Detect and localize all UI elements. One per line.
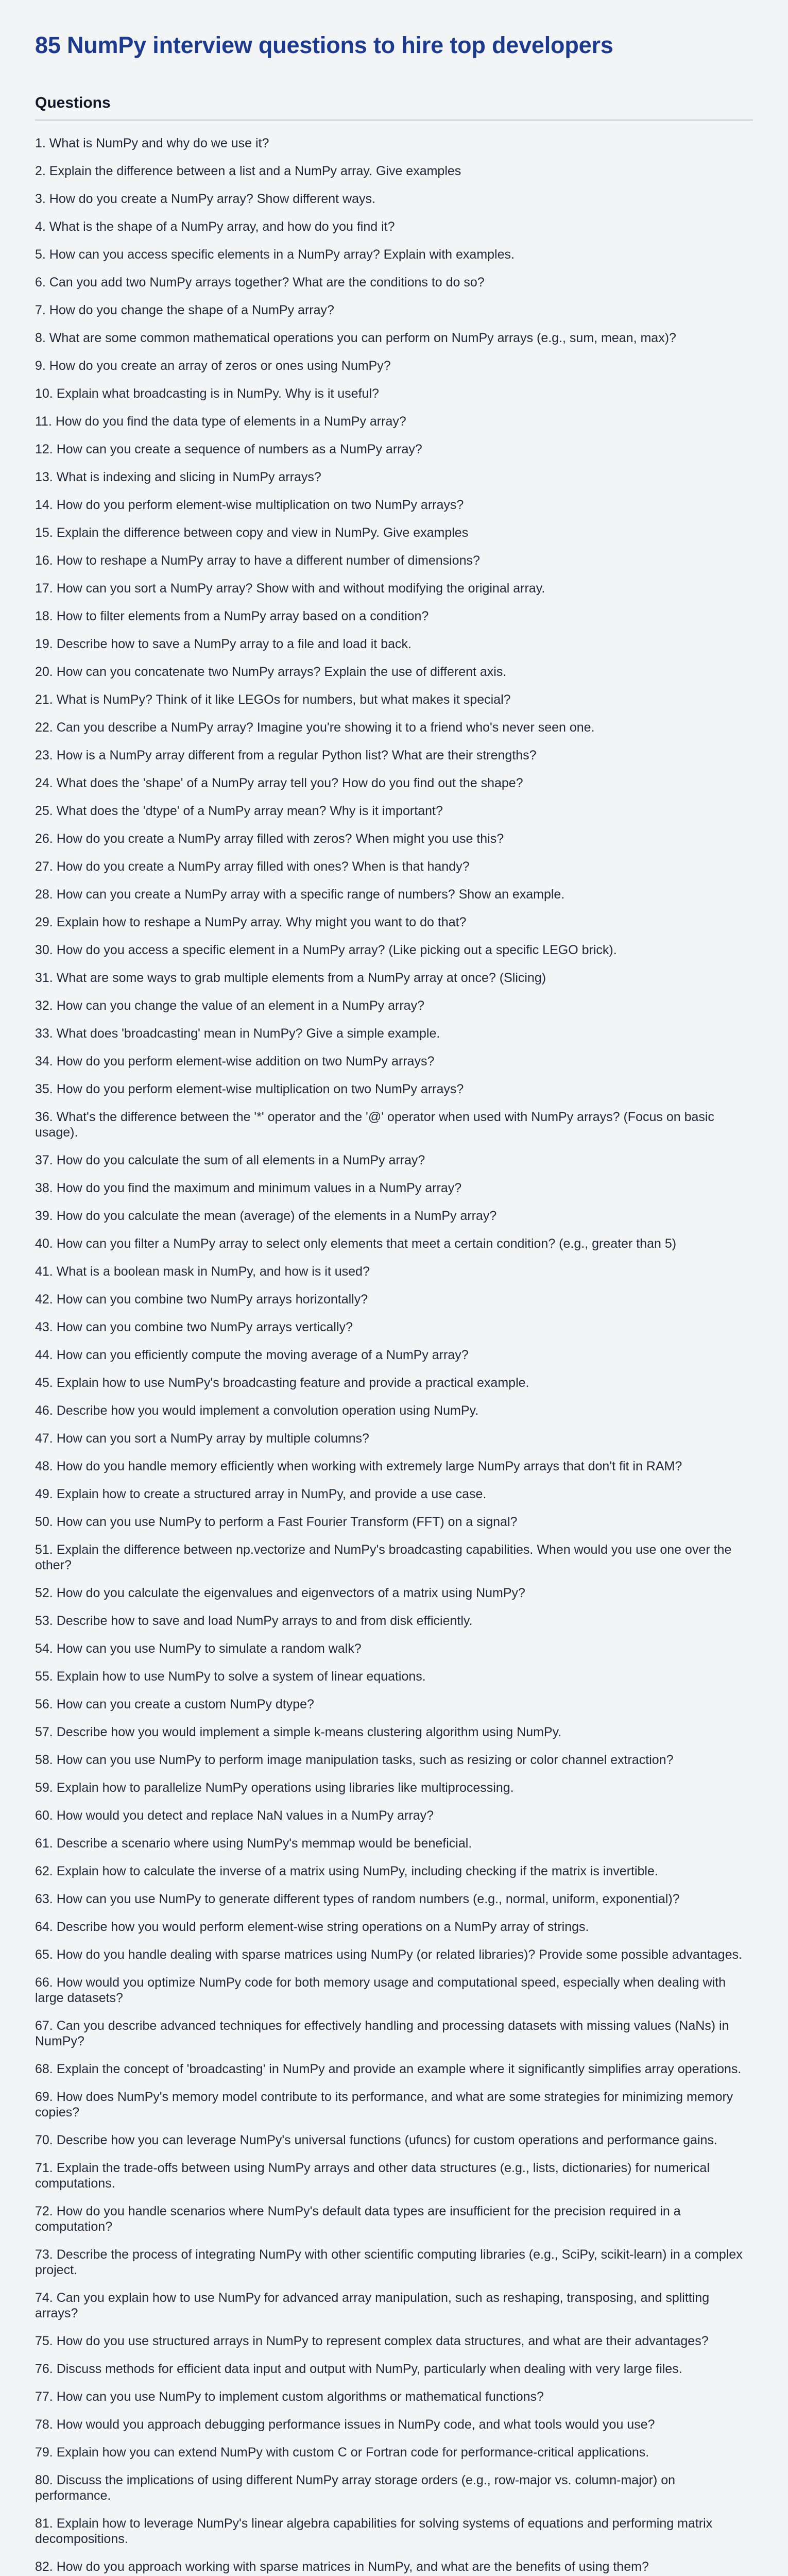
- question-item: 65. How do you handle dealing with sparse matrices using NumPy (or related libraries)? Provide some possible advantages.: [35, 1947, 742, 1962]
- question-item: 49. Explain how to create a structured array in NumPy, and provide a use case.: [35, 1487, 487, 1501]
- question-item: 77. How can you use NumPy to implement custom algorithms or mathematical functions?: [35, 2389, 544, 2404]
- question-item: 66. How would you optimize NumPy code for both memory usage and computational speed, especially when dealing with large datasets?: [35, 1975, 726, 2005]
- question-item: 67. Can you describe advanced techniques for effectively handling and processing datasets with missing values (NaNs) in NumPy?: [35, 2019, 729, 2048]
- question-item: 62. Explain how to calculate the inverse of a matrix using NumPy, including checking if the matrix is invertible.: [35, 1864, 658, 1878]
- question-item: 10. Explain what broadcasting is in NumPy. Why is it useful?: [35, 386, 379, 401]
- question-item: 53. Describe how to save and load NumPy arrays to and from disk efficiently.: [35, 1614, 473, 1628]
- question-item: 38. How do you find the maximum and minimum values in a NumPy array?: [35, 1181, 462, 1195]
- question-item: 28. How can you create a NumPy array with a specific range of numbers? Show an example.: [35, 887, 565, 902]
- question-item: 11. How do you find the data type of elements in a NumPy array?: [35, 414, 406, 429]
- question-item: 30. How do you access a specific element in a NumPy array? (Like picking out a specific LEGO brick).: [35, 943, 617, 957]
- question-item: 15. Explain the difference between copy and view in NumPy. Give examples: [35, 526, 469, 540]
- question-item: 9. How do you create an array of zeros or ones using NumPy?: [35, 359, 391, 373]
- question-item: 22. Can you describe a NumPy array? Imagine you're showing it to a friend who's never seen one.: [35, 720, 595, 735]
- question-item: 48. How do you handle memory efficiently when working with extremely large NumPy arrays that don't fit in RAM?: [35, 1459, 682, 1473]
- question-item: 5. How can you access specific elements in a NumPy array? Explain with examples.: [35, 247, 515, 262]
- question-item: 45. Explain how to use NumPy's broadcasting feature and provide a practical example.: [35, 1376, 529, 1390]
- question-item: 72. How do you handle scenarios where NumPy's default data types are insufficient for the precision required in a computation?: [35, 2204, 681, 2234]
- question-item: 2. Explain the difference between a list and a NumPy array. Give examples: [35, 164, 461, 178]
- question-item: 3. How do you create a NumPy array? Show different ways.: [35, 192, 375, 206]
- question-item: 57. Describe how you would implement a simple k-means clustering algorithm using NumPy.: [35, 1725, 562, 1739]
- question-item: 32. How can you change the value of an element in a NumPy array?: [35, 998, 424, 1013]
- question-item: 26. How do you create a NumPy array filled with zeros? When might you use this?: [35, 832, 504, 846]
- question-item: 13. What is indexing and slicing in NumPy arrays?: [35, 470, 321, 484]
- question-item: 36. What's the difference between the '*' operator and the '@' operator when used with NumPy arrays? (Focus on basic usage).: [35, 1110, 714, 1140]
- question-item: 29. Explain how to reshape a NumPy array. Why might you want to do that?: [35, 915, 467, 929]
- question-item: 33. What does 'broadcasting' mean in NumPy? Give a simple example.: [35, 1026, 440, 1041]
- question-item: 41. What is a boolean mask in NumPy, and how is it used?: [35, 1264, 370, 1279]
- question-item: 78. How would you approach debugging performance issues in NumPy code, and what tools would you use?: [35, 2417, 655, 2432]
- question-item: 61. Describe a scenario where using NumPy's memmap would be beneficial.: [35, 1836, 472, 1851]
- question-item: 82. How do you approach working with sparse matrices in NumPy, and what are the benefits of using them?: [35, 2560, 649, 2574]
- question-item: 47. How can you sort a NumPy array by multiple columns?: [35, 1431, 369, 1446]
- question-item: 39. How do you calculate the mean (average) of the elements in a NumPy array?: [35, 1209, 497, 1223]
- question-item: 24. What does the 'shape' of a NumPy array tell you? How do you find out the shape?: [35, 776, 523, 790]
- question-item: 68. Explain the concept of 'broadcasting' in NumPy and provide an example where it significantly simplifies array operations.: [35, 2062, 742, 2076]
- question-item: 40. How can you filter a NumPy array to select only elements that meet a certain condition? (e.g., greater than 5): [35, 1236, 677, 1251]
- question-item: 64. Describe how you would perform element-wise string operations on a NumPy array of strings.: [35, 1920, 589, 1934]
- question-item: 56. How can you create a custom NumPy dtype?: [35, 1697, 314, 1711]
- question-item: 54. How can you use NumPy to simulate a random walk?: [35, 1641, 362, 1656]
- question-item: 16. How to reshape a NumPy array to have a different number of dimensions?: [35, 553, 480, 568]
- question-item: 19. Describe how to save a NumPy array to a file and load it back.: [35, 637, 412, 651]
- question-item: 14. How do you perform element-wise multiplication on two NumPy arrays?: [35, 498, 464, 512]
- question-item: 73. Describe the process of integrating NumPy with other scientific computing libraries (e.g., SciPy, scikit-learn) in a complex project.: [35, 2247, 743, 2277]
- question-item: 50. How can you use NumPy to perform a Fast Fourier Transform (FFT) on a signal?: [35, 1515, 518, 1529]
- question-item: 71. Explain the trade-offs between using NumPy arrays and other data structures (e.g., lists, dictionaries) for numerical computations.: [35, 2161, 710, 2191]
- question-item: 25. What does the 'dtype' of a NumPy array mean? Why is it important?: [35, 804, 443, 818]
- question-item: 79. Explain how you can extend NumPy with custom C or Fortran code for performance-critical applications.: [35, 2445, 649, 2460]
- question-item: 4. What is the shape of a NumPy array, and how do you find it?: [35, 219, 395, 234]
- question-item: 60. How would you detect and replace NaN values in a NumPy array?: [35, 1808, 434, 1823]
- page-title: 85 NumPy interview questions to hire top developers: [35, 32, 613, 58]
- questions-heading: Questions: [35, 94, 111, 111]
- question-item: 70. Describe how you can leverage NumPy's universal functions (ufuncs) for custom operations and performance gains.: [35, 2133, 717, 2147]
- question-item: 52. How do you calculate the eigenvalues and eigenvectors of a matrix using NumPy?: [35, 1586, 525, 1600]
- question-item: 23. How is a NumPy array different from a regular Python list? What are their strengths?: [35, 748, 537, 762]
- question-item: 6. Can you add two NumPy arrays together? What are the conditions to do so?: [35, 275, 485, 290]
- question-item: 12. How can you create a sequence of numbers as a NumPy array?: [35, 442, 422, 456]
- question-item: 69. How does NumPy's memory model contribute to its performance, and what are some strategies for minimizing memory copies?: [35, 2090, 733, 2120]
- question-item: 7. How do you change the shape of a NumPy array?: [35, 303, 334, 317]
- question-item: 35. How do you perform element-wise multiplication on two NumPy arrays?: [35, 1082, 464, 1096]
- questions-list: [35, 130, 753, 2576]
- question-item: 34. How do you perform element-wise addition on two NumPy arrays?: [35, 1054, 435, 1069]
- question-item: 31. What are some ways to grab multiple elements from a NumPy array at once? (Slicing): [35, 971, 546, 985]
- question-item: 18. How to filter elements from a NumPy array based on a condition?: [35, 609, 429, 623]
- heading-divider: [35, 120, 753, 121]
- question-item: 8. What are some common mathematical operations you can perform on NumPy arrays (e.g., sum, mean, max)?: [35, 331, 676, 345]
- question-item: 55. Explain how to use NumPy to solve a system of linear equations.: [35, 1669, 426, 1684]
- question-item: 80. Discuss the implications of using different NumPy array storage orders (e.g., row-major vs. column-major) on performance.: [35, 2473, 676, 2503]
- question-item: 42. How can you combine two NumPy arrays horizontally?: [35, 1292, 368, 1307]
- question-item: 17. How can you sort a NumPy array? Show with and without modifying the original array.: [35, 581, 545, 596]
- question-item: 27. How do you create a NumPy array filled with ones? When is that handy?: [35, 859, 470, 874]
- question-item: 21. What is NumPy? Think of it like LEGOs for numbers, but what makes it special?: [35, 692, 511, 707]
- question-item: 63. How can you use NumPy to generate different types of random numbers (e.g., normal, uniform, exponential)?: [35, 1892, 680, 1906]
- question-item: 76. Discuss methods for efficient data input and output with NumPy, particularly when dealing with very large files.: [35, 2362, 682, 2376]
- question-item: 51. Explain the difference between np.vectorize and NumPy's broadcasting capabilities. When would you use one over the other?: [35, 1543, 732, 1572]
- question-item: 20. How can you concatenate two NumPy arrays? Explain the use of different axis.: [35, 665, 507, 679]
- question-item: 46. Describe how you would implement a convolution operation using NumPy.: [35, 1403, 479, 1418]
- question-item: 43. How can you combine two NumPy arrays vertically?: [35, 1320, 353, 1334]
- question-item: 74. Can you explain how to use NumPy for advanced array manipulation, such as reshaping, transposing, and splitting arrays?: [35, 2291, 710, 2320]
- question-item: 59. Explain how to parallelize NumPy operations using libraries like multiprocessing.: [35, 1781, 514, 1795]
- question-item: 44. How can you efficiently compute the moving average of a NumPy array?: [35, 1348, 469, 1362]
- question-item: 37. How do you calculate the sum of all elements in a NumPy array?: [35, 1153, 425, 1167]
- question-item: 58. How can you use NumPy to perform image manipulation tasks, such as resizing or color channel extraction?: [35, 1753, 674, 1767]
- question-item: 75. How do you use structured arrays in NumPy to represent complex data structures, and what are their advantages?: [35, 2334, 709, 2348]
- question-item: 1. What is NumPy and why do we use it?: [35, 136, 269, 150]
- question-item: 81. Explain how to leverage NumPy's linear algebra capabilities for solving systems of equations and performing matrix decompositions.: [35, 2516, 713, 2546]
